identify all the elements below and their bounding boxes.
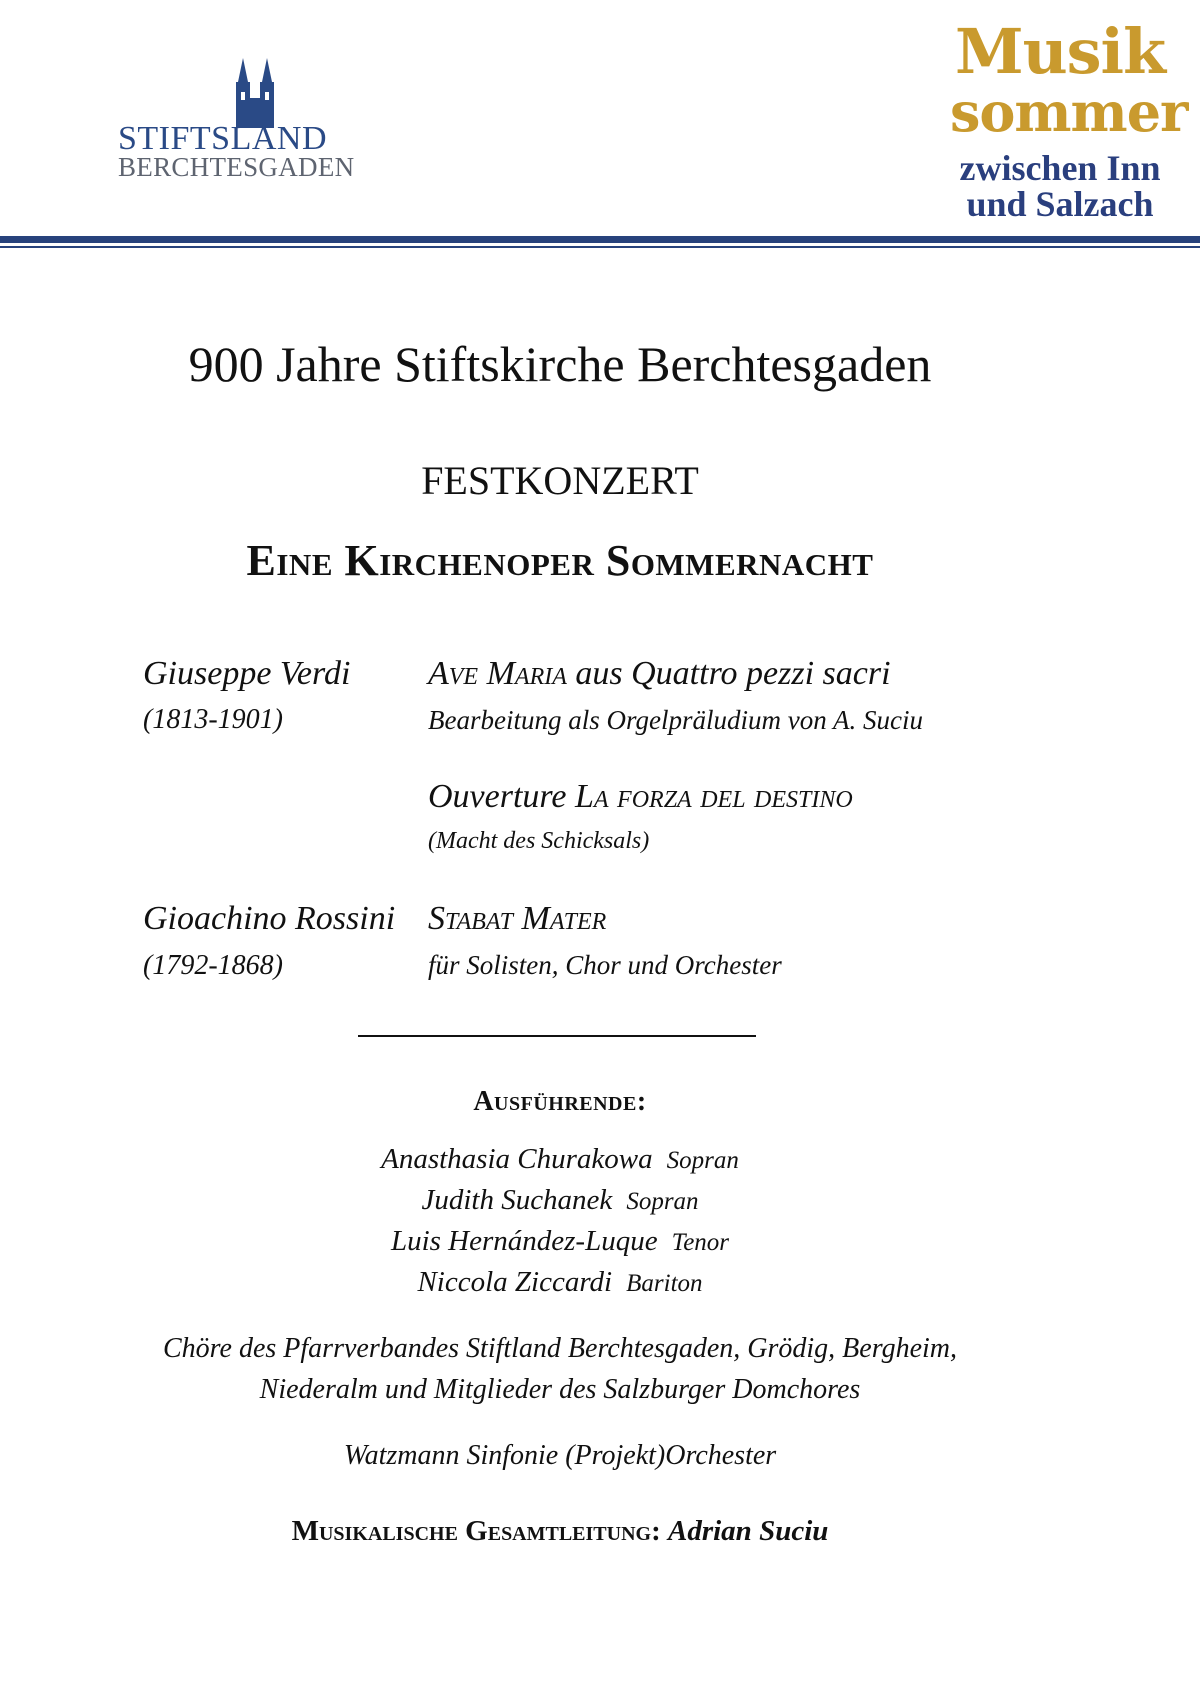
- soloist-row: [0, 1266, 1120, 1299]
- choir-line: Niederalm und Mitglieder des Salzburger Domchores: [259, 1374, 861, 1405]
- header-rule-thin: [0, 246, 1200, 248]
- work-note: (Macht des Schicksals): [428, 828, 650, 854]
- soloist-name: Judith Suchanek: [421, 1184, 613, 1216]
- work-title: [428, 778, 853, 816]
- page-title: 900 Jahre Stiftskirche Berchtesgaden: [188, 336, 932, 392]
- choir-line: Chöre des Pfarrverbandes Stiftland Berchtesgaden, Grödig, Bergheim,: [163, 1333, 957, 1364]
- header-rule-thick: [0, 236, 1200, 243]
- logo-line-und-salzach: und Salzach: [966, 184, 1154, 224]
- composer-years: (1792-1868): [143, 950, 283, 981]
- work-title-prefix: Ouverture: [428, 778, 575, 815]
- work-note: Bearbeitung als Orgelpräludium von A. Suciu: [428, 705, 923, 735]
- work-title-name: Ave Maria: [428, 655, 567, 692]
- soloist-voice: Sopran: [666, 1147, 739, 1174]
- concert-subtitle: Eine Kirchenoper Sommernacht: [246, 536, 874, 585]
- musical-direction: [0, 1515, 1120, 1548]
- soloist-voice: Tenor: [671, 1229, 730, 1256]
- section-divider: [358, 1035, 756, 1037]
- orchestra-name: Watzmann Sinfonie (Projekt)Orchester: [343, 1440, 777, 1471]
- soloist-row: [0, 1225, 1120, 1258]
- logo-word-sommer: sommer: [950, 80, 1188, 144]
- work-title: [428, 655, 891, 693]
- logo-line-berchtesgaden: BERCHTESGADEN: [118, 152, 355, 182]
- soloist-name: Luis Hernández-Luque: [390, 1225, 658, 1257]
- soloist-voice: Bariton: [626, 1270, 703, 1297]
- logo-word-musik: Musik: [954, 15, 1166, 88]
- logo-line-stiftsland: STIFTSLAND: [118, 120, 328, 157]
- logo-line-zwischen-inn: zwischen Inn: [959, 148, 1161, 188]
- event-type: FESTKONZERT: [421, 458, 699, 503]
- soloist-name: Niccola Ziccardi: [417, 1266, 613, 1298]
- direction-label: Musikalische Gesamtleitung:: [291, 1515, 661, 1547]
- composer-years: (1813-1901): [143, 704, 283, 735]
- soloist-row: [0, 1184, 1120, 1217]
- performers-heading: Ausführende:: [473, 1086, 647, 1117]
- musiksommer-logo: [950, 15, 1188, 224]
- soloist-row: [0, 1143, 1120, 1176]
- work-title-name: La forza del destino: [574, 778, 853, 815]
- work-title: [428, 900, 606, 938]
- work-note: für Solisten, Chor und Orchester: [428, 950, 782, 980]
- composer-name: Gioachino Rossini: [143, 900, 396, 937]
- stiftsland-logo: [118, 58, 388, 182]
- work-title-rest: aus Quattro pezzi sacri: [566, 655, 891, 692]
- soloist-voice: Sopran: [626, 1188, 699, 1215]
- soloist-name: Anasthasia Churakowa: [381, 1143, 653, 1175]
- director-name: Adrian Suciu: [668, 1515, 829, 1547]
- work-title-name: Stabat Mater: [428, 900, 607, 937]
- composer-name: Giuseppe Verdi: [143, 655, 351, 692]
